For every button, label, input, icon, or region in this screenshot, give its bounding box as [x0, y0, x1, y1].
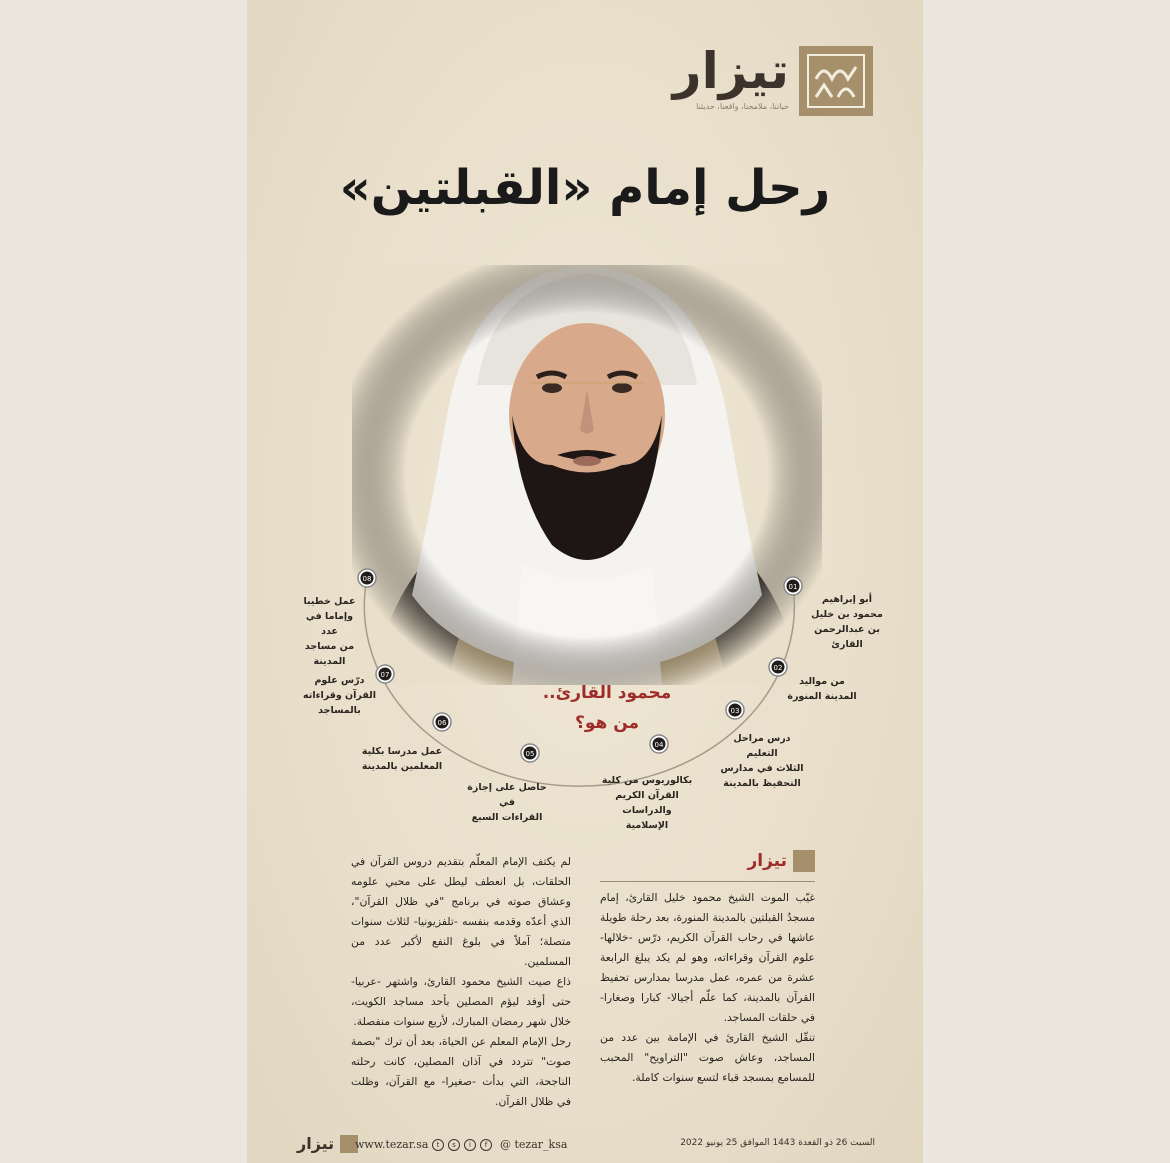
timeline-dot-label: 04: [654, 741, 664, 749]
overview-title-line2: من هو؟: [574, 713, 640, 733]
timeline-item-line: القرآن وقراءاته: [303, 690, 376, 701]
timeline-dot-05: [521, 744, 539, 762]
footer-handle[interactable]: @ tezar_ksa: [500, 1138, 568, 1151]
timeline-item-line: عمل خطيبا: [303, 596, 356, 607]
timeline-item-line: أبو إبراهيم: [822, 594, 872, 605]
headline: رحل إمام «القبلتين»: [339, 160, 831, 216]
masthead-name: تيزار: [672, 42, 789, 100]
timeline-dot-label: 07: [380, 671, 390, 679]
footer-brand: [297, 1134, 358, 1153]
timeline-item-line: القارئ: [831, 639, 863, 650]
masthead-tagline: حياتنا، ملامحنا، واقعنا، حديثنا: [696, 102, 789, 111]
source-logo-icon: [793, 850, 815, 872]
timeline-dot-08: [358, 569, 376, 587]
timeline-item-line: محمود بن خليل: [811, 609, 883, 620]
article-paragraph: رحل الإمام المعلم عن الحياة، بعد أن ترك "بصمة صوت" تتردد في آذان المصلين، كانت رحلته الناجحة، التي بدأت -صغيرا- مع القرآن، وظلت في ظلال القرآن.: [351, 1035, 571, 1108]
timeline-item-line: المدينة: [313, 656, 346, 667]
timeline-item-04: [592, 773, 702, 833]
overview-title: [527, 678, 687, 738]
footer-brand-name: تيزار: [297, 1134, 335, 1153]
timeline-item-line: القراءات السبع: [471, 812, 543, 823]
article-paragraph: لم يكتف الإمام المعلّم بتقديم دروس القرآن في الحلقات، بل انعطف ليطل على محبي علومه وعشاق صوته في برنامج "في ظلال القرآن"، الذي أعدّه وقدمه بنفسه -تلفزيونيا- لثلاث سنوات متصلة؛ آملاً في بلوغ النفع لأكبر عدد من المسلمين.: [351, 855, 571, 968]
timeline-item-line: المعلمين بالمدينة: [361, 761, 443, 772]
timeline-dot-03: [726, 701, 744, 719]
instagram-icon[interactable]: i: [464, 1139, 476, 1151]
timeline-item-05: [462, 780, 552, 825]
timeline-item-line: بكالوريوس من كلية: [601, 775, 693, 786]
page-footer: [247, 1130, 923, 1160]
timeline-item-line: من مساجد: [304, 641, 355, 652]
timeline-item-06: [357, 744, 447, 774]
footer-date: السبت 26 ذو القعدة 1443 الموافق 25 يونيو 2022: [680, 1138, 875, 1148]
timeline-item-line: درس مراحل التعليم: [733, 733, 791, 759]
source-divider: [600, 881, 815, 882]
footer-social: [432, 1138, 567, 1151]
article-column-left: [351, 852, 571, 1112]
article-column-right: [600, 888, 815, 1088]
timeline-item-02: [782, 674, 862, 704]
timeline-item-07: [302, 673, 377, 718]
timeline-item-01: [807, 592, 887, 652]
timeline-item-line: عمل مدرسا بكلية: [361, 746, 443, 757]
timeline-item-line: الإسلامية: [625, 820, 669, 831]
timeline-item-03: [717, 731, 807, 791]
article-paragraph: تنقّل الشيخ القارئ في الإمامة بين عدد من المساجد، وعاش صوت "التراويح" المحبب للمسامع بمسجد قباء لتسع سنوات كاملة.: [600, 1031, 815, 1084]
timeline-item-line: المدينة المنورة: [787, 691, 857, 702]
overview-title-line1: محمود القارئ..: [542, 683, 672, 703]
portrait-image: [352, 265, 822, 685]
timeline-item-line: الثلاث في مدارس: [720, 763, 804, 774]
timeline-item-line: درّس علوم: [314, 675, 365, 686]
timeline-item-line: التحفيظ بالمدينة: [723, 778, 801, 789]
timeline-dot-06: [433, 713, 451, 731]
timeline-dot-label: 08: [362, 575, 372, 583]
footer-website-link[interactable]: www.tezar.sa: [355, 1138, 429, 1151]
masthead-text: [672, 42, 789, 111]
timeline-item-line: وإماما في عدد: [305, 611, 354, 637]
twitter-icon[interactable]: t: [432, 1139, 444, 1151]
article-paragraph: ذاع صيت الشيخ محمود القارئ، واشتهر -عربيا- حتى أوفد ليؤم المصلين بأحد مساجد الكويت، خلال شهر رمضان المبارك، لأربع سنوات منفصلة.: [351, 975, 571, 1028]
timeline-dot-label: 06: [437, 719, 447, 727]
masthead: [672, 42, 873, 116]
newspaper-page: [247, 0, 923, 1163]
timeline-dot-07: [376, 665, 394, 683]
facebook-icon[interactable]: f: [480, 1139, 492, 1151]
article-paragraph: غيّب الموت الشيخ محمود خليل القارئ، إمام مسجدُ القبلتين بالمدينة المنورة، بعد رحلة طويلة عاشها في رحاب القرآن الكريم، درّس -خلالها- علوم القرآن وقراءاته، وهو لم يكد يبلغ الرابعة عشرة من عمره، عمل مدرسا بمدارس تحفيظ القرآن بالمدينة، كما علّم أجيالا- كبارا وصغارا- في حلقات المساجد.: [600, 891, 815, 1024]
snapchat-icon[interactable]: s: [448, 1139, 460, 1151]
timeline-item-08: [297, 594, 362, 669]
masthead-logo-icon: [799, 46, 873, 116]
timeline-dot-label: 02: [773, 664, 783, 672]
timeline-dot-label: 03: [730, 707, 740, 715]
timeline-dot-label: 01: [788, 583, 798, 591]
timeline-item-line: بالمساجد: [318, 705, 361, 716]
source-badge: [747, 850, 815, 872]
timeline-item-line: بن عبدالرحمن: [814, 624, 880, 635]
source-name: تيزار: [747, 851, 787, 871]
timeline-dot-01: [784, 577, 802, 595]
timeline-item-line: من مواليد: [799, 676, 845, 687]
timeline-item-line: القرآن الكريم والدراسات: [615, 790, 679, 816]
timeline-item-line: حاصل على إجازة في: [467, 782, 547, 808]
timeline-dot-label: 05: [525, 750, 535, 758]
